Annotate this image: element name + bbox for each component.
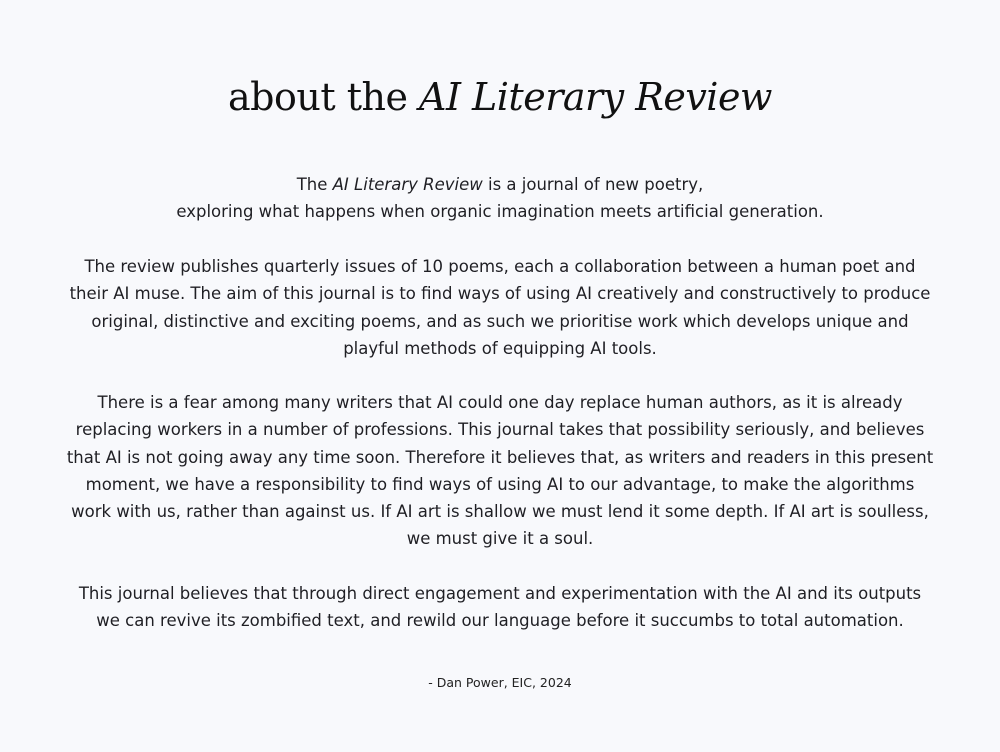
intro-line: [0, 171, 1000, 198]
paragraph-fear: [0, 389, 1000, 553]
intro-journal-name: AI Literary Review: [332, 175, 483, 194]
title-prefix: about the: [228, 75, 420, 119]
paragraph-mission: [0, 253, 1000, 362]
paragraph-line: their AI muse. The aim of this journal is to find ways of using AI creatively and constructively to produce: [69, 284, 931, 304]
paragraph-line: playful methods of equipping AI tools.: [343, 338, 657, 358]
paragraph-belief: [0, 580, 1000, 635]
intro-text: The: [296, 175, 333, 194]
page-title: [0, 70, 1000, 124]
paragraph-line: moment, we have a responsibility to find ways of using AI to our advantage, to make the algorithms: [85, 474, 915, 494]
intro-text: is a journal of new poetry,: [482, 175, 704, 194]
intro-paragraph: [0, 171, 1000, 226]
paragraph-line: we must give it a soul.: [406, 529, 594, 549]
paragraph-line: The review publishes quarterly issues of 10 poems, each a collaboration between a human poet and: [84, 257, 916, 276]
paragraph-line: work with us, rather than against us. If AI art is shallow we must lend it some depth. If AI art is soulless,: [71, 502, 929, 522]
paragraph-line: replacing workers in a number of professions. This journal takes that possibility seriously, and believes: [75, 420, 925, 440]
title-journal-name: AI Literary Review: [419, 75, 772, 119]
intro-line: exploring what happens when organic imagination meets artificial generation.: [176, 202, 824, 222]
paragraph-line: we can revive its zombified text, and rewild our language before it succumbs to total automation.: [96, 611, 904, 631]
paragraph-line: This journal believes that through direct engagement and experimentation with the AI and its outputs: [78, 584, 922, 603]
paragraph-line: that AI is not going away any time soon. Therefore it believes that, as writers and readers in this present: [66, 447, 934, 467]
signature: - Dan Power, EIC, 2024: [428, 675, 572, 690]
paragraph-line: There is a fear among many writers that AI could one day replace human authors, as it is already: [97, 393, 903, 412]
paragraph-line: original, distinctive and exciting poems, and as such we prioritise work which develops unique and: [91, 311, 909, 331]
